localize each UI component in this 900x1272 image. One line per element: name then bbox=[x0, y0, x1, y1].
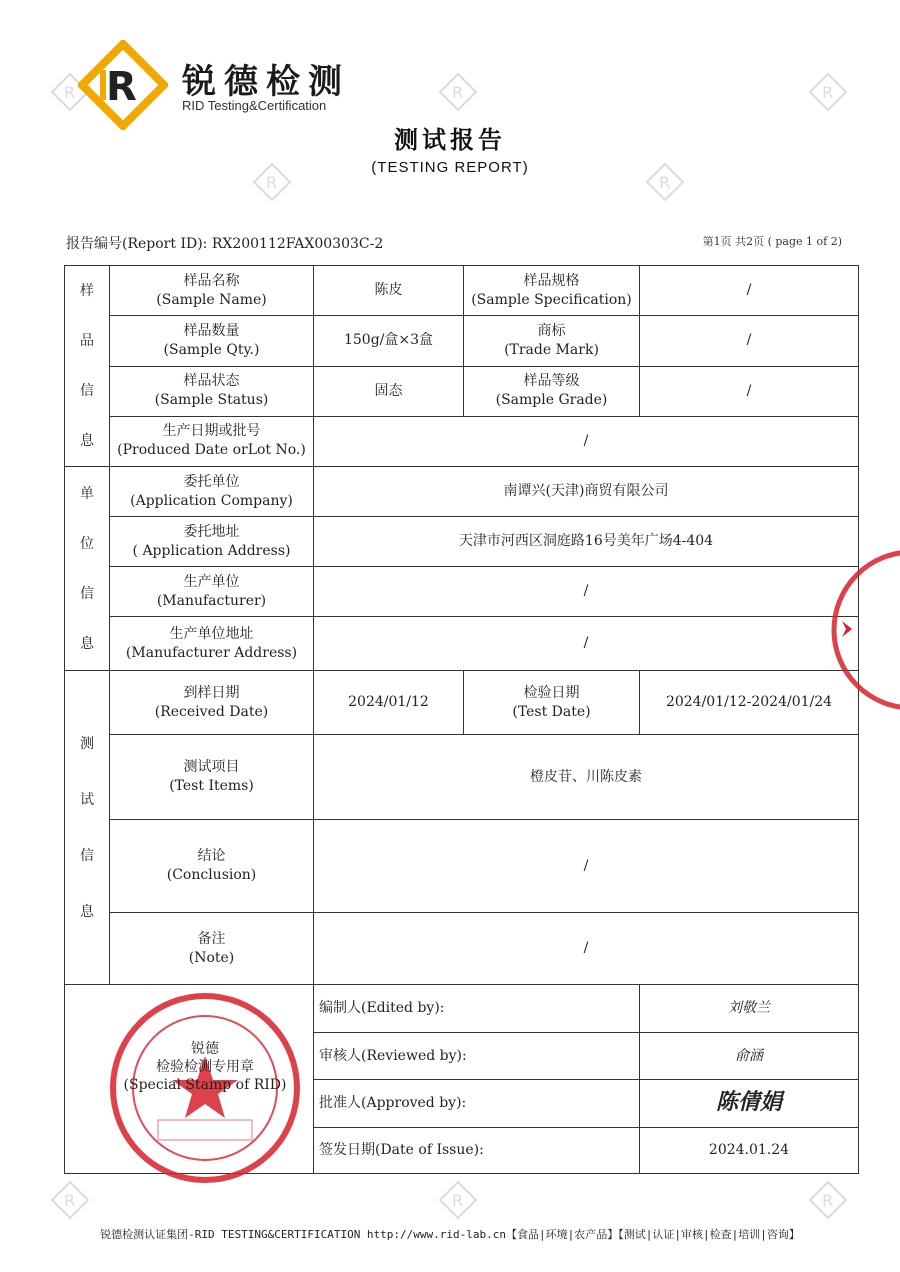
received-date-label: 到样日期 (Received Date) bbox=[110, 671, 314, 735]
section-test-text: 测试信息 bbox=[80, 735, 94, 920]
sample-name-label: 样品名称 (Sample Name) bbox=[110, 266, 314, 316]
approved-signature: 陈倩娟 bbox=[715, 1088, 782, 1115]
stamp-caption bbox=[100, 1040, 310, 1094]
manufacturer-value: / bbox=[314, 567, 859, 617]
watermark-r-icon bbox=[50, 1180, 90, 1220]
svg-text:R: R bbox=[106, 64, 137, 110]
svg-text:R: R bbox=[266, 173, 278, 192]
watermark-r-icon bbox=[808, 1180, 848, 1220]
section-sample-info bbox=[65, 266, 110, 467]
watermark-r-icon bbox=[438, 1180, 478, 1220]
section-unit-info bbox=[65, 467, 110, 671]
stamp-line-1: 锐德 bbox=[191, 1041, 219, 1057]
manufacturer-label: 生产单位 (Manufacturer) bbox=[110, 567, 314, 617]
trade-mark-value: / bbox=[640, 316, 859, 366]
watermark-r-icon bbox=[438, 72, 478, 112]
note-value: / bbox=[314, 913, 859, 985]
svg-text:R: R bbox=[659, 173, 671, 192]
reviewed-signature: 俞涵 bbox=[735, 1047, 763, 1064]
note-label: 备注 (Note) bbox=[110, 913, 314, 985]
svg-text:R: R bbox=[452, 83, 464, 102]
stamp-line-3: (Special Stamp of RID) bbox=[123, 1077, 287, 1093]
sample-qty-label: 样品数量 (Sample Qty.) bbox=[110, 316, 314, 366]
watermark-r-icon bbox=[808, 72, 848, 112]
edited-by-signature bbox=[640, 985, 859, 1033]
sample-name-value: 陈皮 bbox=[314, 266, 464, 316]
report-title bbox=[0, 120, 900, 176]
issue-date-value: 2024.01.24 bbox=[640, 1128, 859, 1174]
reviewed-by-signature bbox=[640, 1033, 859, 1080]
logo-english-name: RID Testing&Certification bbox=[182, 98, 327, 113]
title-chinese: 测试报告 bbox=[394, 125, 506, 154]
svg-text:R: R bbox=[822, 1191, 834, 1210]
conclusion-value: / bbox=[314, 820, 859, 913]
edited-by-label: 编制人(Edited by): bbox=[314, 985, 640, 1033]
stamp-line-2: 检验检测专用章 bbox=[156, 1059, 254, 1075]
conclusion-label: 结论 (Conclusion) bbox=[110, 820, 314, 913]
sample-grade-label: 样品等级 (Sample Grade) bbox=[464, 366, 640, 416]
company-logo bbox=[78, 40, 368, 130]
approved-by-label: 批准人(Approved by): bbox=[314, 1080, 640, 1128]
test-items-value: 橙皮苷、川陈皮素 bbox=[314, 735, 859, 820]
logo-diamond-icon bbox=[78, 40, 168, 130]
sample-spec-label: 样品规格 (Sample Specification) bbox=[464, 266, 640, 316]
title-english: (TESTING REPORT) bbox=[371, 159, 529, 176]
application-company-label: 委托单位 (Application Company) bbox=[110, 467, 314, 517]
application-address-label: 委托地址 ( Application Address) bbox=[110, 517, 314, 567]
report-id: 报告编号(Report ID): RX200112FAX00303C-2 bbox=[66, 236, 384, 252]
sample-qty-value: 150g/盒×3盒 bbox=[314, 316, 464, 366]
received-date-value: 2024/01/12 bbox=[314, 671, 464, 735]
manufacturer-address-label: 生产单位地址 (Manufacturer Address) bbox=[110, 617, 314, 671]
footer-text: 锐德检测认证集团-RID TESTING&CERTIFICATION http://www.rid-lab.cn【食品|环境|农产品】【测试|认证|审核|检查|培训|咨询】 bbox=[100, 1228, 800, 1241]
section-test-info bbox=[65, 671, 110, 985]
sample-grade-value: / bbox=[640, 366, 859, 416]
test-date-value: 2024/01/12-2024/01/24 bbox=[640, 671, 859, 735]
application-company-value: 南谭兴(天津)商贸有限公司 bbox=[314, 467, 859, 517]
svg-text:R: R bbox=[452, 1191, 464, 1210]
approved-by-signature bbox=[640, 1080, 859, 1128]
manufacturer-address-value: / bbox=[314, 617, 859, 671]
svg-text:R: R bbox=[822, 83, 834, 102]
sample-status-value: 固态 bbox=[314, 366, 464, 416]
reviewed-by-label: 审核人(Reviewed by): bbox=[314, 1033, 640, 1080]
produced-date-label: 生产日期或批号 (Produced Date orLot No.) bbox=[110, 416, 314, 466]
test-date-label: 检验日期 (Test Date) bbox=[464, 671, 640, 735]
edited-signature: 刘敬兰 bbox=[728, 1000, 770, 1016]
application-address-value: 天津市河西区洞庭路16号美年广场4-404 bbox=[314, 517, 859, 567]
edge-stamp bbox=[820, 545, 900, 715]
section-unit-text: 单位信息 bbox=[80, 485, 94, 652]
produced-date-value: / bbox=[314, 416, 859, 466]
svg-text:R: R bbox=[64, 1191, 76, 1210]
sample-status-label: 样品状态 (Sample Status) bbox=[110, 366, 314, 416]
trade-mark-label: 商标 (Trade Mark) bbox=[464, 316, 640, 366]
test-items-label: 测试项目 (Test Items) bbox=[110, 735, 314, 820]
logo-chinese-name: 锐德检测 bbox=[182, 62, 350, 102]
svg-text:R: R bbox=[64, 83, 76, 102]
section-sample-text: 样品信息 bbox=[80, 283, 94, 449]
sample-spec-value: / bbox=[640, 266, 859, 316]
page-number: 第1页 共2页 ( page 1 of 2) bbox=[702, 235, 842, 248]
issue-date-label: 签发日期(Date of Issue): bbox=[314, 1128, 640, 1174]
